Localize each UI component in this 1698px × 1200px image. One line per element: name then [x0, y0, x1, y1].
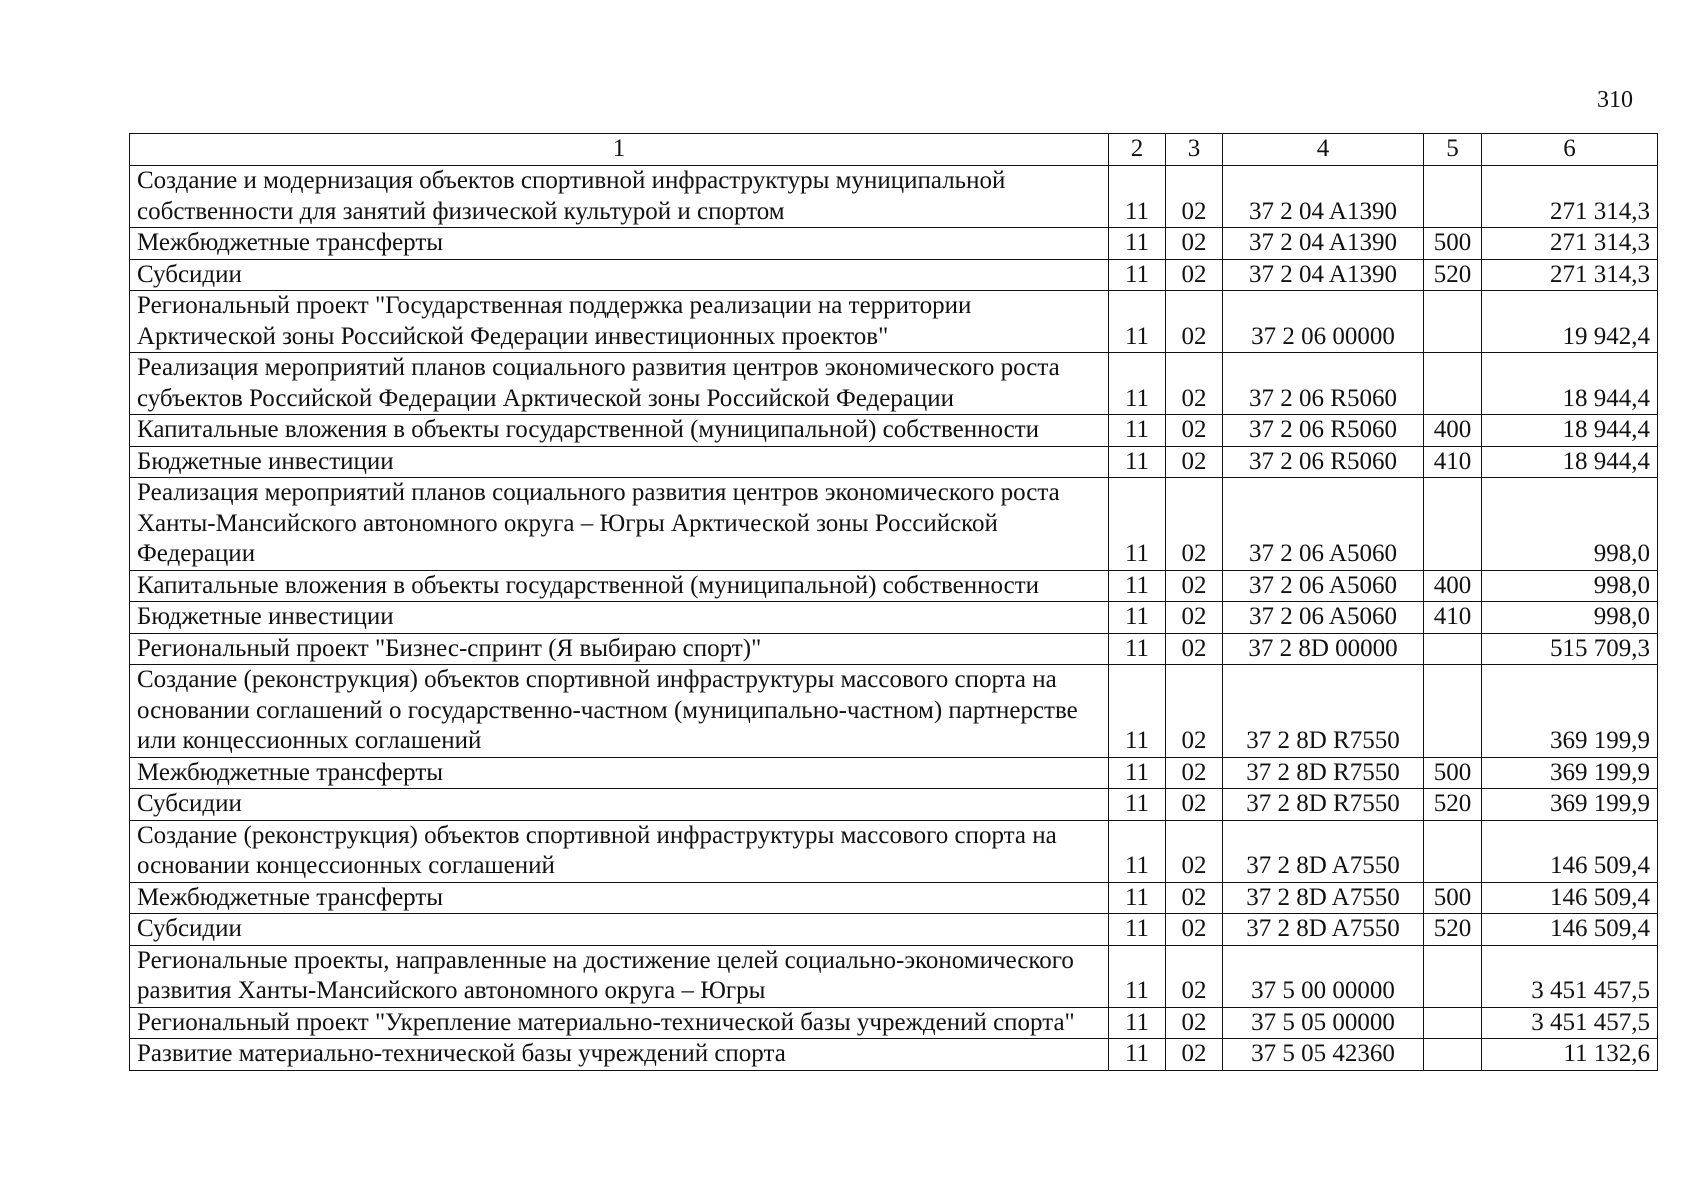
table-row [130, 291, 1658, 353]
subsection-code-cell: 02 [1166, 1007, 1223, 1039]
section-code-cell: 11 [1109, 789, 1166, 821]
amount-cell: 369 199,9 [1482, 757, 1658, 789]
expense-type-cell [1424, 478, 1482, 571]
amount-cell: 271 314,3 [1482, 228, 1658, 260]
table-row [130, 228, 1658, 260]
amount-cell: 271 314,3 [1482, 166, 1658, 228]
expense-type-cell [1424, 291, 1482, 353]
section-code-cell: 11 [1109, 882, 1166, 914]
expense-type-cell [1424, 1007, 1482, 1039]
row-name-cell: Капитальные вложения в объекты государственной (муниципальной) собственности [130, 415, 1109, 447]
table-row [130, 446, 1658, 478]
expense-type-cell [1424, 665, 1482, 758]
section-code-cell: 11 [1109, 291, 1166, 353]
section-code-cell: 11 [1109, 914, 1166, 946]
table-row [130, 633, 1658, 665]
subsection-code-cell: 02 [1166, 353, 1223, 415]
row-name-cell: Региональный проект "Бизнес-спринт (Я выбираю спорт)" [130, 633, 1109, 665]
target-article-cell: 37 5 00 00000 [1223, 945, 1424, 1007]
subsection-code-cell: 02 [1166, 914, 1223, 946]
target-article-cell: 37 2 06 A5060 [1223, 570, 1424, 602]
expense-type-cell: 410 [1424, 602, 1482, 634]
subsection-code-cell: 02 [1166, 1039, 1223, 1071]
expense-type-cell [1424, 945, 1482, 1007]
row-name-cell: Бюджетные инвестиции [130, 446, 1109, 478]
row-name-cell: Межбюджетные трансферты [130, 757, 1109, 789]
target-article-cell: 37 2 8D A7550 [1223, 914, 1424, 946]
row-name-cell: Региональный проект "Укрепление материально-технической базы учреждений спорта" [130, 1007, 1109, 1039]
section-code-cell: 11 [1109, 353, 1166, 415]
subsection-code-cell: 02 [1166, 757, 1223, 789]
amount-cell: 19 942,4 [1482, 291, 1658, 353]
header-row [130, 134, 1658, 166]
target-article-cell: 37 2 8D A7550 [1223, 882, 1424, 914]
subsection-code-cell: 02 [1166, 259, 1223, 291]
table-header [130, 134, 1658, 166]
column-header-5: 5 [1424, 134, 1482, 166]
target-article-cell: 37 2 04 A1390 [1223, 228, 1424, 260]
expense-type-cell: 500 [1424, 882, 1482, 914]
expense-type-cell: 500 [1424, 757, 1482, 789]
section-code-cell: 11 [1109, 602, 1166, 634]
column-header-1: 1 [130, 134, 1109, 166]
table-row [130, 820, 1658, 882]
target-article-cell: 37 2 8D A7550 [1223, 820, 1424, 882]
expense-type-cell: 500 [1424, 228, 1482, 260]
amount-cell: 998,0 [1482, 602, 1658, 634]
subsection-code-cell: 02 [1166, 665, 1223, 758]
subsection-code-cell: 02 [1166, 945, 1223, 1007]
section-code-cell: 11 [1109, 665, 1166, 758]
row-name-cell: Реализация мероприятий планов социального развития центров экономического роста субъектов Российской Федерации Арктической зоны Российской Федерации [130, 353, 1109, 415]
target-article-cell: 37 2 8D R7550 [1223, 757, 1424, 789]
expense-type-cell [1424, 353, 1482, 415]
target-article-cell: 37 2 06 R5060 [1223, 446, 1424, 478]
subsection-code-cell: 02 [1166, 478, 1223, 571]
expense-type-cell: 410 [1424, 446, 1482, 478]
amount-cell: 18 944,4 [1482, 415, 1658, 447]
subsection-code-cell: 02 [1166, 789, 1223, 821]
row-name-cell: Создание (реконструкция) объектов спортивной инфраструктуры массового спорта на основании концессионных соглашений [130, 820, 1109, 882]
section-code-cell: 11 [1109, 259, 1166, 291]
section-code-cell: 11 [1109, 1007, 1166, 1039]
budget-table [129, 133, 1658, 1071]
page-number: 310 [1597, 87, 1633, 113]
column-header-3: 3 [1166, 134, 1223, 166]
row-name-cell: Развитие материально-технической базы учреждений спорта [130, 1039, 1109, 1071]
amount-cell: 515 709,3 [1482, 633, 1658, 665]
subsection-code-cell: 02 [1166, 415, 1223, 447]
target-article-cell: 37 2 04 A1390 [1223, 259, 1424, 291]
target-article-cell: 37 2 06 R5060 [1223, 353, 1424, 415]
expense-type-cell [1424, 1039, 1482, 1071]
subsection-code-cell: 02 [1166, 570, 1223, 602]
target-article-cell: 37 2 8D R7550 [1223, 789, 1424, 821]
amount-cell: 3 451 457,5 [1482, 1007, 1658, 1039]
section-code-cell: 11 [1109, 945, 1166, 1007]
section-code-cell: 11 [1109, 820, 1166, 882]
section-code-cell: 11 [1109, 570, 1166, 602]
expense-type-cell [1424, 820, 1482, 882]
subsection-code-cell: 02 [1166, 446, 1223, 478]
amount-cell: 11 132,6 [1482, 1039, 1658, 1071]
section-code-cell: 11 [1109, 446, 1166, 478]
expense-type-cell: 520 [1424, 789, 1482, 821]
row-name-cell: Субсидии [130, 914, 1109, 946]
subsection-code-cell: 02 [1166, 228, 1223, 260]
section-code-cell: 11 [1109, 757, 1166, 789]
column-header-4: 4 [1223, 134, 1424, 166]
section-code-cell: 11 [1109, 228, 1166, 260]
amount-cell: 18 944,4 [1482, 446, 1658, 478]
section-code-cell: 11 [1109, 1039, 1166, 1071]
table-row [130, 882, 1658, 914]
target-article-cell: 37 2 8D 00000 [1223, 633, 1424, 665]
expense-type-cell: 400 [1424, 415, 1482, 447]
table-row [130, 789, 1658, 821]
row-name-cell: Создание (реконструкция) объектов спортивной инфраструктуры массового спорта на основании соглашений о государственно-частном (муниципально-частном) партнерстве или концессионных соглашений [130, 665, 1109, 758]
table-row [130, 945, 1658, 1007]
amount-cell: 146 509,4 [1482, 914, 1658, 946]
table-row [130, 1039, 1658, 1071]
expense-type-cell [1424, 633, 1482, 665]
expense-type-cell: 400 [1424, 570, 1482, 602]
amount-cell: 146 509,4 [1482, 882, 1658, 914]
amount-cell: 271 314,3 [1482, 259, 1658, 291]
amount-cell: 146 509,4 [1482, 820, 1658, 882]
row-name-cell: Межбюджетные трансферты [130, 228, 1109, 260]
target-article-cell: 37 5 05 00000 [1223, 1007, 1424, 1039]
expense-type-cell: 520 [1424, 914, 1482, 946]
table-row [130, 665, 1658, 758]
row-name-cell: Создание и модернизация объектов спортивной инфраструктуры муниципальной собственности для занятий физической культурой и спортом [130, 166, 1109, 228]
target-article-cell: 37 2 06 R5060 [1223, 415, 1424, 447]
table-row [130, 353, 1658, 415]
table-body [130, 166, 1658, 1071]
amount-cell: 369 199,9 [1482, 789, 1658, 821]
target-article-cell: 37 2 04 A1390 [1223, 166, 1424, 228]
target-article-cell: 37 2 06 A5060 [1223, 478, 1424, 571]
subsection-code-cell: 02 [1166, 602, 1223, 634]
table-row [130, 757, 1658, 789]
subsection-code-cell: 02 [1166, 166, 1223, 228]
section-code-cell: 11 [1109, 478, 1166, 571]
target-article-cell: 37 5 05 42360 [1223, 1039, 1424, 1071]
amount-cell: 998,0 [1482, 478, 1658, 571]
subsection-code-cell: 02 [1166, 882, 1223, 914]
row-name-cell: Субсидии [130, 259, 1109, 291]
amount-cell: 18 944,4 [1482, 353, 1658, 415]
subsection-code-cell: 02 [1166, 820, 1223, 882]
table-row [130, 478, 1658, 571]
row-name-cell: Реализация мероприятий планов социального развития центров экономического роста Ханты-Мансийского автономного округа – Югры Арктической зоны Российской Федерации [130, 478, 1109, 571]
table-row [130, 914, 1658, 946]
section-code-cell: 11 [1109, 166, 1166, 228]
table-row [130, 1007, 1658, 1039]
section-code-cell: 11 [1109, 415, 1166, 447]
amount-cell: 369 199,9 [1482, 665, 1658, 758]
row-name-cell: Региональный проект "Государственная поддержка реализации на территории Арктической зоны Российской Федерации инвестиционных проектов" [130, 291, 1109, 353]
target-article-cell: 37 2 06 A5060 [1223, 602, 1424, 634]
row-name-cell: Капитальные вложения в объекты государственной (муниципальной) собственности [130, 570, 1109, 602]
subsection-code-cell: 02 [1166, 633, 1223, 665]
table-row [130, 166, 1658, 228]
column-header-6: 6 [1482, 134, 1658, 166]
row-name-cell: Субсидии [130, 789, 1109, 821]
target-article-cell: 37 2 06 00000 [1223, 291, 1424, 353]
row-name-cell: Бюджетные инвестиции [130, 602, 1109, 634]
table-row [130, 570, 1658, 602]
row-name-cell: Региональные проекты, направленные на достижение целей социально-экономического развития Ханты-Мансийского автономного округа – Югры [130, 945, 1109, 1007]
table-row [130, 259, 1658, 291]
target-article-cell: 37 2 8D R7550 [1223, 665, 1424, 758]
amount-cell: 998,0 [1482, 570, 1658, 602]
table-row [130, 415, 1658, 447]
amount-cell: 3 451 457,5 [1482, 945, 1658, 1007]
section-code-cell: 11 [1109, 633, 1166, 665]
subsection-code-cell: 02 [1166, 291, 1223, 353]
expense-type-cell [1424, 166, 1482, 228]
column-header-2: 2 [1109, 134, 1166, 166]
row-name-cell: Межбюджетные трансферты [130, 882, 1109, 914]
table-row [130, 602, 1658, 634]
expense-type-cell: 520 [1424, 259, 1482, 291]
